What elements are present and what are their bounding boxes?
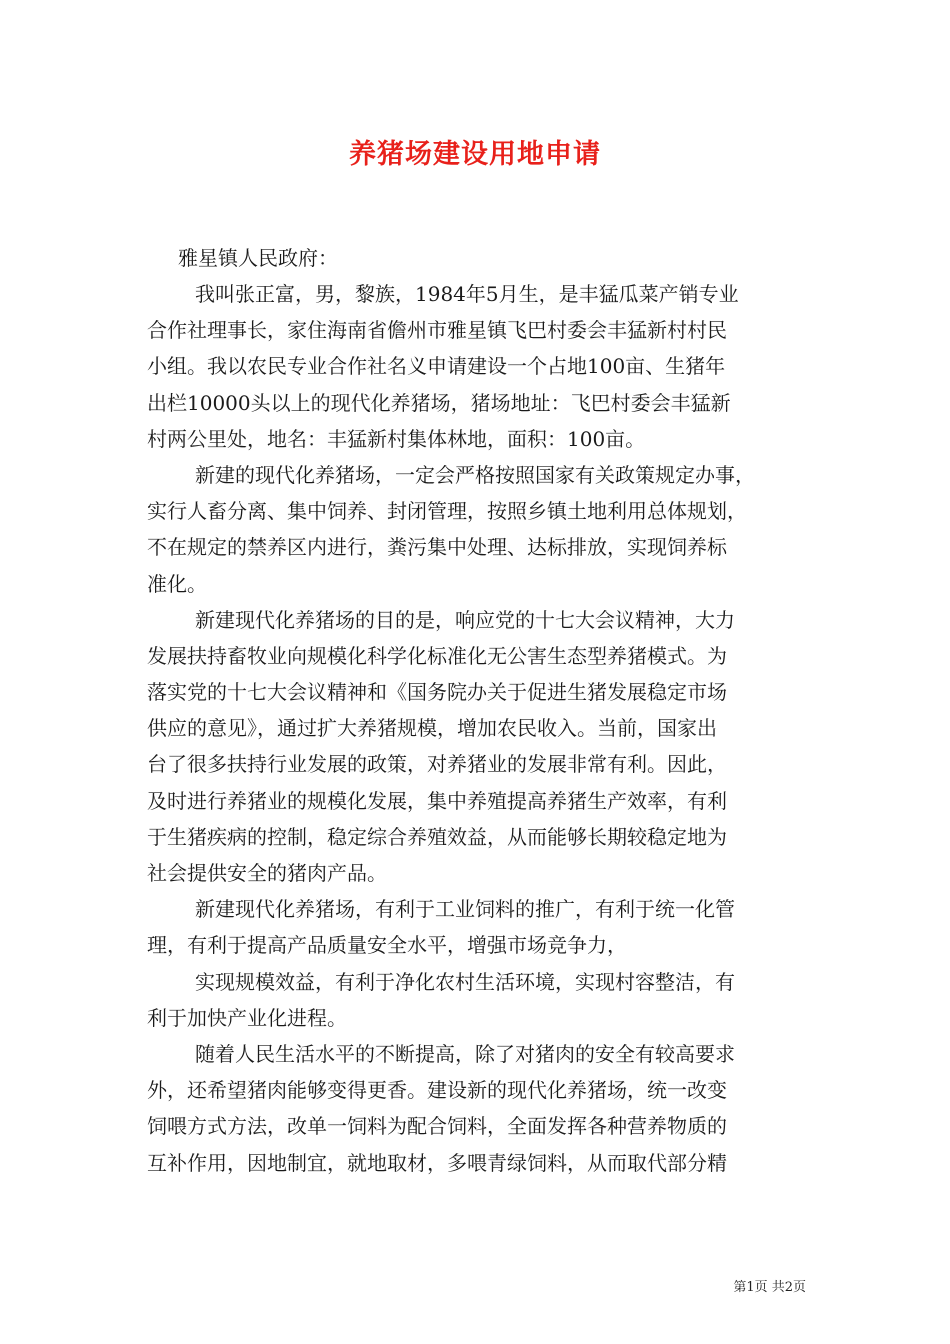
body-line: 落实党的十七大会议精神和《国务院办关于促进生猪发展稳定市场: [147, 680, 727, 705]
body-line: 随着人民生活水平的不断提高，除了对猪肉的安全有较高要求: [195, 1041, 735, 1066]
letter-body: [147, 276, 807, 1181]
body-line: 不在规定的禁养区内进行，粪污集中处理、达标排放，实现饲养标: [147, 535, 727, 560]
body-line: 于生猪疾病的控制，稳定综合养殖效益，从而能够长期较稳定地为: [147, 824, 727, 849]
body-line: 实现规模效益，有利于净化农村生活环境，实现村容整洁，有: [195, 969, 735, 994]
body-line: 合作社理事长，家住海南省儋州市雅星镇飞巴村委会丰猛新村村民: [147, 318, 727, 343]
body-line: 互补作用，因地制宜，就地取材，多喂青绿饲料，从而取代部分精: [147, 1150, 727, 1175]
body-line: 理，有利于提高产品质量安全水平，增强市场竞争力，: [147, 933, 627, 958]
body-line: 实行人畜分离、集中饲养、封闭管理，按照乡镇土地利用总体规划，: [147, 499, 747, 524]
body-line: 及时进行养猪业的规模化发展，集中养殖提高养猪生产效率，有利: [147, 788, 727, 813]
body-line: 我叫张正富，男，黎族，1984年5月生，是丰猛瓜菜产销专业: [195, 282, 739, 306]
body-line: 供应的意见》，通过扩大养猪规模，增加农民收入。当前，国家出: [147, 716, 717, 741]
body-line: 小组。我以农民专业合作社名义申请建设一个占地100亩、生猪年: [147, 354, 726, 379]
body-line: 新建的现代化养猪场，一定会严格按照国家有关政策规定办事，: [195, 462, 755, 487]
body-line: 出栏10000头以上的现代化养猪场，猪场地址：飞巴村委会丰猛新: [147, 390, 731, 415]
body-line: 台了很多扶持行业发展的政策，对养猪业的发展非常有利。因此，: [147, 752, 727, 777]
body-line: 饲喂方式方法，改单一饲料为配合饲料，全面发挥各种营养物质的: [147, 1114, 727, 1139]
page-title: 养猪场建设用地申请: [349, 139, 601, 170]
body-line: 新建现代化养猪场的目的是，响应党的十七大会议精神，大力: [195, 607, 735, 632]
body-line: 村两公里处，地名：丰猛新村集体林地，面积：100亩。: [147, 426, 646, 451]
body-line: 外，还希望猪肉能够变得更香。建设新的现代化养猪场，统一改变: [147, 1078, 727, 1103]
body-line: 利于加快产业化进程。: [147, 1005, 347, 1030]
body-line: 准化。: [147, 571, 207, 596]
body-line: 发展扶持畜牧业向规模化科学化标准化无公害生态型养猪模式。为: [147, 643, 727, 668]
salutation: 雅星镇人民政府：: [178, 246, 338, 270]
body-line: 社会提供安全的猪肉产品。: [147, 861, 387, 885]
page-footer: 第1页 共2页: [733, 1280, 806, 1295]
body-line: 新建现代化养猪场，有利于工业饲料的推广，有利于统一化管: [195, 897, 735, 922]
